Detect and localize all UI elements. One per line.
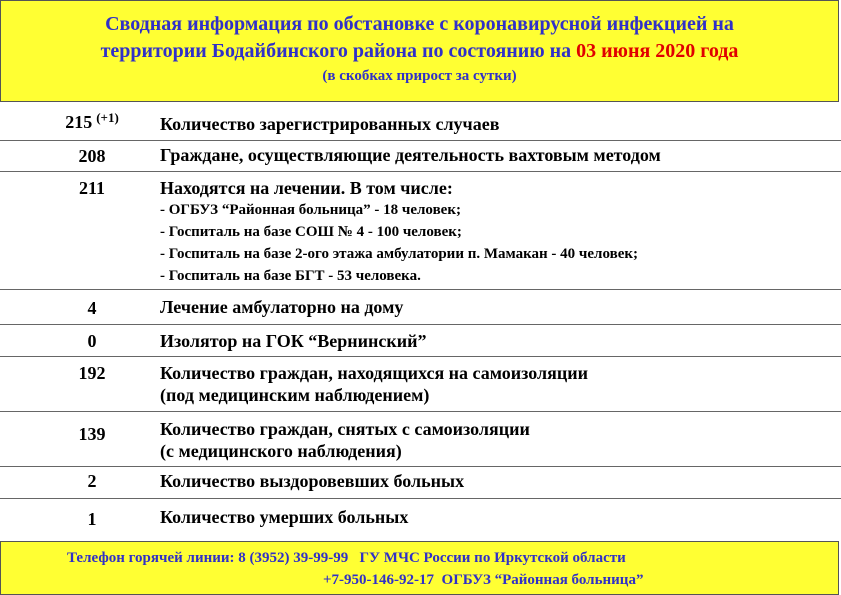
row-label: Количество выздоровевших больных [160,471,465,491]
row-label: Изолятор на ГОК “Вернинский” [160,331,427,351]
detail-item: - Госпиталь на базе СОШ № 4 - 100 человек; [160,224,462,240]
row-value [40,110,144,136]
table-row [0,499,841,541]
row-label: Количество зарегистрированных случаев [160,114,500,134]
table-row [0,325,841,357]
row-value: 1 [87,509,97,529]
table-row [0,467,841,499]
detail-item: - Госпиталь на базе 2-ого этажа амбулатории п. Мамакан - 40 человек; [160,246,638,262]
daily-delta: (+1) [96,110,119,125]
row-value: 139 [78,424,106,444]
row-label-note: (под медицинским наблюдением) [160,385,430,405]
row-label: Лечение амбулаторно на дому [160,297,404,317]
report-header [0,0,839,102]
row-value: 2 [87,471,97,491]
detail-item: - ОГБУЗ “Районная больница” - 18 человек; [160,202,461,218]
row-label: Количество умерших больных [160,507,409,527]
header-title-line1: Сводная информация по обстановке с коронавирусной инфекцией на [105,13,734,35]
table-row [0,172,841,290]
row-value: 211 [78,178,105,198]
header-title-line2 [1,38,838,64]
row-label: Граждане, осуществляющие деятельность вахтовым методом [160,145,661,165]
row-label-note: (с медицинского наблюдения) [160,441,402,461]
row-value: 192 [78,363,106,383]
table-row [0,357,841,412]
table-row [0,102,841,141]
header-note: (в скобках прирост за сутки) [322,68,517,84]
table-row [0,290,841,325]
report-date: 03 июня 2020 года [576,40,739,62]
table-row [0,141,841,172]
hotline-line1: Телефон горячей линии: 8 (3952) 39-99-99 ГУ МЧС России по Иркутской области [67,550,626,566]
header-title-prefix: территории Бодайбинского района по состоянию на [100,40,577,62]
value-number: 215 [65,112,93,132]
table-row [0,412,841,467]
row-value: 0 [87,331,97,351]
row-label: Находятся на лечении. В том числе: [160,178,453,198]
row-value: 4 [87,298,97,318]
row-label: Количество граждан, снятых с самоизоляции [160,419,530,439]
hotline-footer [0,541,839,595]
detail-item: - Госпиталь на базе БГТ - 53 человека. [160,268,421,284]
hotline-line2: +7-950-146-92-17 ОГБУЗ “Районная больница” [323,572,644,588]
row-label: Количество граждан, находящихся на самоизоляции [160,363,588,383]
row-value: 208 [78,146,106,166]
